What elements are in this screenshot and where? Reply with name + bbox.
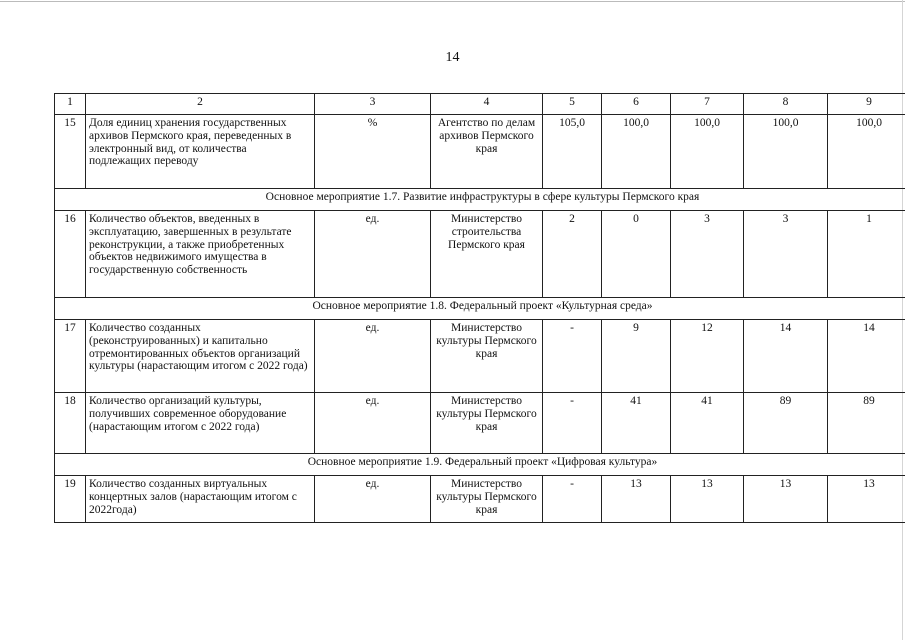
section-row [55, 298, 905, 320]
header-cell-7: 7 [671, 94, 744, 115]
value-col-6: 100,0 [602, 115, 671, 189]
responsible-org: Министерство культуры Пермского края [431, 476, 543, 523]
value-col-8: 13 [744, 476, 828, 523]
page-number: 14 [445, 50, 460, 65]
unit-cell: ед. [315, 320, 431, 393]
row-number: 15 [55, 115, 86, 189]
value-col-5: - [543, 320, 602, 393]
responsible-org: Министерство культуры Пермского края [431, 393, 543, 454]
value-col-8: 14 [744, 320, 828, 393]
unit-cell: % [315, 115, 431, 189]
value-col-9: 13 [828, 476, 905, 523]
header-cell-2: 2 [86, 94, 315, 115]
section-title: Основное мероприятие 1.7. Развитие инфраструктуры в сфере культуры Пермского края [55, 189, 905, 211]
header-cell-9: 9 [828, 94, 905, 115]
unit-cell: ед. [315, 476, 431, 523]
responsible-org: Министерство культуры Пермского края [431, 320, 543, 393]
responsible-org: Агентство по делам архивов Пермского края [431, 115, 543, 189]
indicator-name: Доля единиц хранения государственных архивов Пермского края, переведенных в электронный вид, от количества подлежащих переводу [86, 115, 315, 189]
header-row [55, 94, 905, 115]
indicator-name: Количество объектов, введенных в эксплуатацию, завершенных в результате реконструкции, а также приобретенных объектов недвижимого имущества в государственную собственность [86, 211, 315, 298]
value-col-6: 13 [602, 476, 671, 523]
value-col-8: 3 [744, 211, 828, 298]
table-row [55, 393, 905, 454]
header-cell-1: 1 [55, 94, 86, 115]
value-col-9: 100,0 [828, 115, 905, 189]
header-cell-8: 8 [744, 94, 828, 115]
value-col-7: 3 [671, 211, 744, 298]
value-col-8: 89 [744, 393, 828, 454]
value-col-5: 105,0 [543, 115, 602, 189]
header-cell-3: 3 [315, 94, 431, 115]
table-row [55, 476, 905, 523]
value-col-5: - [543, 476, 602, 523]
value-col-5: 2 [543, 211, 602, 298]
value-col-7: 13 [671, 476, 744, 523]
section-title: Основное мероприятие 1.9. Федеральный проект «Цифровая культура» [55, 454, 905, 476]
section-row [55, 189, 905, 211]
value-col-5: - [543, 393, 602, 454]
page-edge-top [0, 1, 905, 2]
header-cell-5: 5 [543, 94, 602, 115]
value-col-7: 41 [671, 393, 744, 454]
value-col-9: 1 [828, 211, 905, 298]
value-col-8: 100,0 [744, 115, 828, 189]
value-col-6: 9 [602, 320, 671, 393]
indicator-name: Количество созданных виртуальных концертных залов (нарастающим итогом с 2022года) [86, 476, 315, 523]
indicator-name: Количество созданных (реконструированных) и капитально отремонтированных объектов организаций культуры (нарастающим итогом с 2022 года) [86, 320, 315, 393]
section-row [55, 454, 905, 476]
row-number: 16 [55, 211, 86, 298]
indicator-name: Количество организаций культуры, получивших современное оборудование (нарастающим итогом с 2022 года) [86, 393, 315, 454]
section-title: Основное мероприятие 1.8. Федеральный проект «Культурная среда» [55, 298, 905, 320]
value-col-6: 41 [602, 393, 671, 454]
row-number: 18 [55, 393, 86, 454]
header-cell-4: 4 [431, 94, 543, 115]
row-number: 19 [55, 476, 86, 523]
table-row [55, 320, 905, 393]
responsible-org: Министерство строительства Пермского края [431, 211, 543, 298]
value-col-9: 89 [828, 393, 905, 454]
header-cell-6: 6 [602, 94, 671, 115]
table-row [55, 115, 905, 189]
value-col-7: 12 [671, 320, 744, 393]
value-col-6: 0 [602, 211, 671, 298]
value-col-9: 14 [828, 320, 905, 393]
row-number: 17 [55, 320, 86, 393]
value-col-7: 100,0 [671, 115, 744, 189]
unit-cell: ед. [315, 393, 431, 454]
indicators-table [54, 93, 905, 523]
table-body [55, 94, 905, 523]
table-row [55, 211, 905, 298]
unit-cell: ед. [315, 211, 431, 298]
